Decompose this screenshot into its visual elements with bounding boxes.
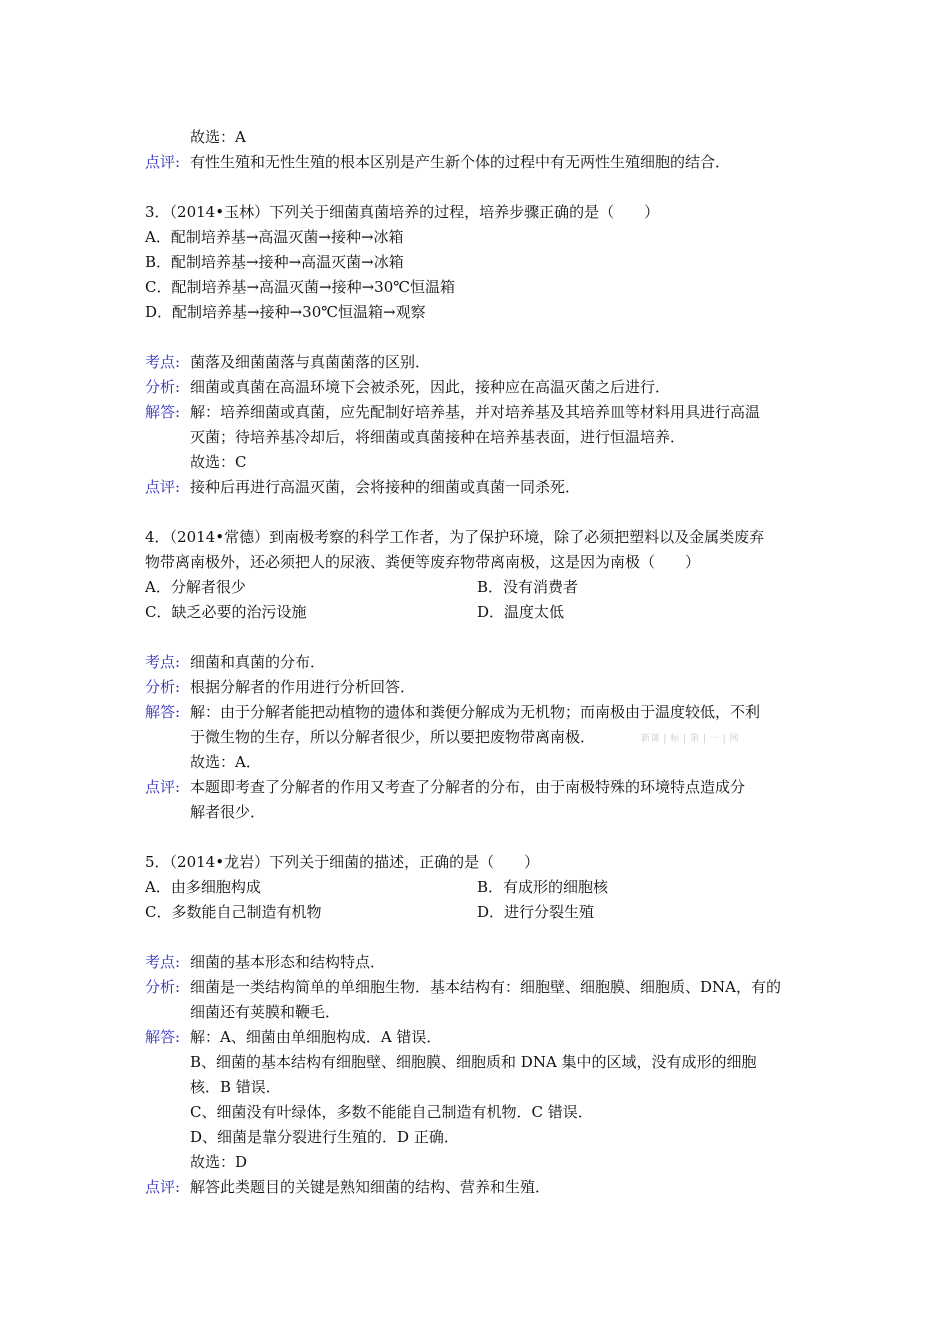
q5-choice: 故选：D <box>190 1153 248 1171</box>
q5-choice-line <box>145 1150 810 1175</box>
q4-kaodian: 细菌和真菌的分布． <box>190 653 326 671</box>
q3-choice: 故选：C <box>190 453 247 471</box>
q4-options-row-1 <box>145 575 810 600</box>
q3-option-c: C．配制培养基→高温灭菌→接种→30℃恒温箱 <box>145 278 456 296</box>
q5-jieda-line-4 <box>145 1100 810 1125</box>
q5-jieda-line-2 <box>145 1050 810 1075</box>
q5-jieda-4: C、细菌没有叶绿体，多数不能能自己制造有机物．C 错误． <box>190 1103 593 1121</box>
dianping-tag: 点评: <box>145 478 181 496</box>
review-text: 有性生殖和无性生殖的根本区别是产生新个体的过程中有无两性生殖细胞的结合． <box>190 153 731 171</box>
q5-option-c: C．多数能自己制造有机物 <box>145 903 322 921</box>
q5-options-row-2 <box>145 900 810 925</box>
q4-dianping-line-2 <box>145 800 810 825</box>
q4-dianping-line-1 <box>145 775 810 800</box>
intro-choice: 故选：A <box>190 128 246 146</box>
q5-jieda-line-3 <box>145 1075 810 1100</box>
q3-stem-line <box>145 200 810 225</box>
q3-option-d: D．配制培养基→接种→30℃恒温箱→观察 <box>145 303 426 321</box>
fenxi-tag: 分析: <box>145 678 181 696</box>
jieda-tag: 解答: <box>145 703 181 721</box>
fenxi-tag: 分析: <box>145 378 181 396</box>
q3-kaodian-line <box>145 350 810 375</box>
q3-stem: 3．（2014•玉林）下列关于细菌真菌培养的过程，培养步骤正确的是（ ） <box>145 203 660 221</box>
dianping-tag: 点评: <box>145 778 181 796</box>
q4-jieda-line-1 <box>145 700 810 725</box>
q5-kaodian-line <box>145 950 810 975</box>
q5-stem-line <box>145 850 810 875</box>
q5-options-row-1 <box>145 875 810 900</box>
q5-fenxi-line-1 <box>145 975 810 1000</box>
kaodian-tag: 考点: <box>145 953 181 971</box>
q5-jieda-5: D、细菌是靠分裂进行生殖的．D 正确． <box>190 1128 459 1146</box>
q4-option-d: D．温度太低 <box>477 603 565 621</box>
q5-fenxi-2: 细菌还有荚膜和鞭毛． <box>190 1003 341 1021</box>
q3-dianping-line <box>145 475 810 500</box>
q5-dianping-line <box>145 1175 810 1200</box>
jieda-tag: 解答: <box>145 1028 181 1046</box>
kaodian-tag: 考点: <box>145 353 181 371</box>
q3-fenxi: 细菌或真菌在高温环境下会被杀死，因此，接种应在高温灭菌之后进行． <box>190 378 671 396</box>
q5-jieda-line-1 <box>145 1025 810 1050</box>
q3-jieda-line-1 <box>145 400 810 425</box>
q3-kaodian: 菌落及细菌菌落与真菌菌落的区别． <box>190 353 431 371</box>
q5-jieda-line-5 <box>145 1125 810 1150</box>
q4-dianping-1: 本题即考查了分解者的作用又考查了分解者的分布，由于南极特殊的环境特点造成分 <box>190 778 746 796</box>
q5-dianping: 解答此类题目的关键是熟知细菌的结构、营养和生殖． <box>190 1178 551 1196</box>
q4-options-row-2 <box>145 600 810 625</box>
q5-fenxi-1: 细菌是一类结构简单的单细胞生物．基本结构有：细胞壁、细胞膜、细胞质、DNA，有的 <box>190 978 781 996</box>
q3-jieda-1: 解：培养细菌或真菌，应先配制好培养基，并对培养基及其培养皿等材料用具进行高温 <box>190 403 761 421</box>
q4-dianping-2: 解者很少． <box>190 803 266 821</box>
q3-choice-line <box>145 450 810 475</box>
q4-kaodian-line <box>145 650 810 675</box>
q4-stem-1: 4．（2014•常德）到南极考察的科学工作者，为了保护环境，除了必须把塑料以及金属类废弃 <box>145 528 765 546</box>
q5-stem: 5．（2014•龙岩）下列关于细菌的描述，正确的是（ ） <box>145 853 540 871</box>
q4-jieda-1: 解：由于分解者能把动植物的遗体和粪便分解成为无机物；而南极由于温度较低，不利 <box>190 703 761 721</box>
kaodian-tag: 考点: <box>145 653 181 671</box>
q4-stem-line-2 <box>145 550 810 575</box>
q5-kaodian: 细菌的基本形态和结构特点． <box>190 953 386 971</box>
q5-jieda-3: 核．B 错误． <box>190 1078 281 1096</box>
q5-option-d: D．进行分裂生殖 <box>477 903 595 921</box>
q4-choice: 故选：A． <box>190 753 261 771</box>
q5-fenxi-line-2 <box>145 1000 810 1025</box>
jieda-tag: 解答: <box>145 403 181 421</box>
q3-fenxi-line <box>145 375 810 400</box>
q5-option-b: B．有成形的细胞核 <box>477 878 609 896</box>
q4-jieda-line-2 <box>145 725 810 750</box>
q4-stem-2: 物带离南极外，还必须把人的尿液、粪便等废弃物带离南极，这是因为南极（ ） <box>145 553 701 571</box>
dianping-tag: 点评: <box>145 1178 181 1196</box>
q3-jieda-2: 灭菌；待培养基冷却后，将细菌或真菌接种在培养基表面，进行恒温培养． <box>190 428 686 446</box>
fenxi-tag: 分析: <box>145 978 181 996</box>
q4-stem-line-1 <box>145 525 810 550</box>
q4-option-c: C．缺乏必要的治污设施 <box>145 603 307 621</box>
intro-choice-line <box>145 125 810 150</box>
q5-jieda-1: 解：A、细菌由单细胞构成．A 错误． <box>190 1028 442 1046</box>
intro-review-line <box>145 150 810 175</box>
watermark: 新课 | 标 | 第 | 一 | 网 <box>641 734 740 744</box>
q4-choice-line <box>145 750 810 775</box>
q3-option-b: B．配制培养基→接种→高温灭菌→冰箱 <box>145 253 404 271</box>
q3-option-a: A．配制培养基→高温灭菌→接种→冰箱 <box>145 228 404 246</box>
review-tag: 点评: <box>145 153 181 171</box>
q3-jieda-line-2 <box>145 425 810 450</box>
q3-dianping: 接种后再进行高温灭菌，会将接种的细菌或真菌一同杀死． <box>190 478 581 496</box>
document-page <box>145 125 810 1200</box>
q5-jieda-2: B、细菌的基本结构有细胞壁、细胞膜、细胞质和 DNA 集中的区域，没有成形的细胞 <box>190 1053 757 1071</box>
q4-fenxi: 根据分解者的作用进行分析回答． <box>190 678 416 696</box>
q5-option-a: A．由多细胞构成 <box>145 878 261 896</box>
q4-option-a: A．分解者很少 <box>145 578 246 596</box>
q4-fenxi-line <box>145 675 810 700</box>
q4-jieda-2: 于微生物的生存，所以分解者很少，所以要把废物带离南极． <box>190 728 596 746</box>
q4-option-b: B．没有消费者 <box>477 578 579 596</box>
